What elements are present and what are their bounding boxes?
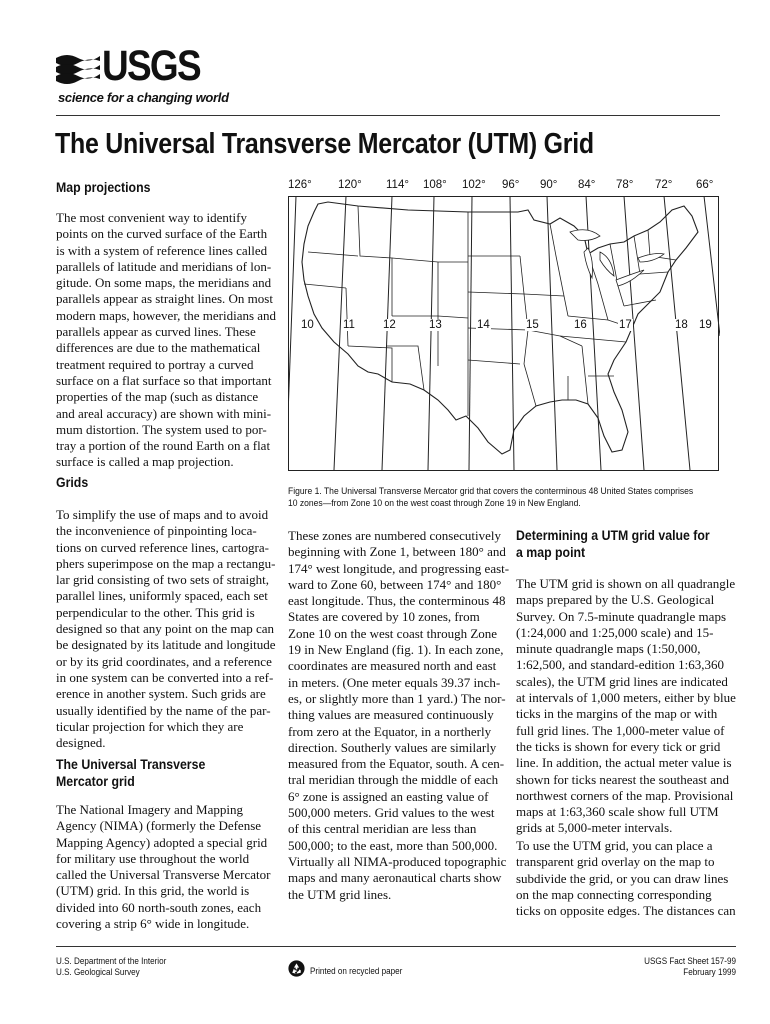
zone-label: 17 [619,319,632,331]
longitude-label: 114° [386,179,409,191]
text-line: parallels appear as curved lines. These [56,324,256,340]
text-line: maps and many aeronautical charts show [288,870,502,886]
longitude-label: 126° [288,179,312,191]
text-line: shown for ticks nearest the southeast and [516,771,730,787]
text-line: the ticks is shown for every tick or grid [516,738,721,754]
text-line: designed. [56,735,106,751]
page-title: The Universal Transverse Mercator (UTM) Grid [55,128,594,160]
heading-line: Determining a UTM grid value for [516,527,710,543]
footer-dept: U.S. Department of the Interior [56,956,167,966]
text-line: The UTM grid is shown on all quadrangle [516,576,736,591]
zone-label: 13 [429,319,442,331]
text-line: Zone 10 on the west coast through Zone [288,625,498,641]
caption-line: Figure 1. The Universal Transverse Mercator grid that covers the conterminous 48 United States comprises [288,486,694,497]
zone-label: 11 [343,319,355,331]
text-line: Agency (NIMA) (formerly the Defense [56,818,262,834]
zone-label: 12 [383,319,396,331]
paragraph-determining-2 [516,838,736,919]
paragraph-grids [56,507,284,751]
text-line: for military use throughout the world [56,850,250,866]
heading-grids: Grids [56,474,89,490]
text-line: mum distortion. The system used to por- [56,421,267,437]
text-line: measured from the Equator, south. A cen- [288,756,505,772]
zone-label: 10 [301,319,314,331]
text-line: divided into 60 north-south zones, each [56,899,262,915]
text-line: east longitude. Thus, the conterminous 48 [288,593,506,609]
text-line: ticular projection for which they are [56,718,244,734]
text-line: subdivide the grid, or you can draw lines [516,870,729,886]
zone-label: 16 [574,319,587,331]
text-line: Virtually all NIMA-produced topographic [288,854,507,869]
text-line: on the map connecting corresponding [516,886,712,902]
text-line: usually identified by the name of the par- [56,702,271,718]
text-line: line. In addition, the actual meter value is [516,755,732,771]
longitude-label: 102° [462,179,486,191]
text-line: full grid lines. The 1,000-meter value of [516,722,725,738]
longitude-label: 72° [655,179,673,191]
text-line: minute quadrangle maps (1:50,000, [516,641,701,657]
text-line: treatment required to portray a curved [56,356,254,372]
text-line: in meters. (One meter equals 39.37 inch- [288,674,501,690]
utm-zone-map [288,196,720,472]
text-line: The most convenient way to identify [56,210,247,225]
text-line: tions on curved reference lines, cartogra- [56,539,269,555]
text-line: grids at 5,000-meter intervals. [516,820,673,836]
text-line: maps at 1:63,360 scale show full UTM [516,804,719,820]
text-line: scales), the UTM grid lines are indicated [516,673,728,689]
footer-right [570,956,736,978]
text-line: (UTM) grid. In this grid, the world is [56,883,250,899]
text-line: designed so that any point on the map can [56,621,275,637]
text-line: es, or slightly more than 1 yard.) The nor- [288,690,506,706]
text-line: surface on a flat surface so that important [56,372,272,388]
paragraph-map-projections [56,210,284,471]
zone-label: 15 [526,319,539,331]
logo-wordmark: USGS [102,42,200,90]
text-line: 19 in New England (fig. 1). In each zone, [288,642,504,658]
text-line: maps prepared by the U.S. Geological [516,592,715,608]
caption-line: 10 zones—from Zone 10 on the west coast through Zone 19 in New England. [288,498,581,509]
text-line: perpendicular to the other. This grid is [56,604,255,620]
footer-recycled: Printed on recycled paper [310,966,403,976]
paragraph-utm-grid [56,802,284,932]
text-line: thing values are measured continuously [288,707,494,723]
text-line: differences are due to the mathematical [56,340,261,356]
text-line: covering a strip 6° wide in longitude. [56,916,250,932]
text-line: 500,000; to the east, more than 500,000. [288,837,498,853]
text-line: parallel lines, uniformly spaced, each set [56,588,268,604]
text-line: transparent grid overlay on the map to [516,854,715,870]
text-line: the UTM grid lines. [288,886,392,902]
longitude-label: 108° [423,179,447,191]
footer-date: February 1999 [683,967,736,977]
text-line: and areal accuracy) are shown with mini- [56,405,272,421]
zone-label: 18 [675,319,688,331]
longitude-label: 96° [502,179,520,191]
longitude-label: 120° [338,179,362,191]
paragraph-nima-maps [288,854,510,903]
text-line: direction. Southerly values are similarly [288,739,497,755]
longitude-label: 66° [696,179,714,191]
usgs-logo [56,42,256,116]
text-line: 174° west longitude, and progressing east- [288,560,510,576]
text-line: of this central meridian are less than [288,821,477,837]
longitude-label: 78° [616,179,634,191]
text-line: phers superimpose on the map a rectangu- [56,555,276,571]
footer-fact-sheet: USGS Fact Sheet 157-99 [644,956,736,966]
text-line: To simplify the use of maps and to avoid [56,507,269,522]
paragraph-determining-1 [516,576,736,837]
longitude-label: 84° [578,179,596,191]
zone-label: 14 [477,319,490,331]
text-line: coordinates are measured north and east [288,658,497,674]
text-line: tray a portion of the round Earth on a flat [56,438,271,454]
text-line: ticks on opposite edges. The distances can [516,903,736,919]
text-line: Survey. On 7.5-minute quadrangle maps [516,608,726,624]
text-line: ward to Zone 60, between 174° and 180° [288,576,502,592]
text-line: called the Universal Transverse Mercator [56,867,271,883]
text-line: 6° zone is assigned an easting value of [288,788,489,804]
text-line: tral meridian through the middle of each [288,772,499,788]
text-line: surface is called a map projection. [56,454,234,470]
zone-label: 19 [699,319,712,331]
heading-line: a map point [516,544,586,560]
text-line: erence in another system. Such grids are [56,686,266,702]
heading-line: Mercator grid [56,773,135,789]
text-line: at intervals of 1,000 meters, either by blue [516,690,736,706]
heading-utm-grid [56,756,226,790]
text-line: lar grid consisting of two sets of straight, [56,572,270,588]
text-line: These zones are numbered consecutively [288,528,501,543]
text-line: or by its grid coordinates, and a reference [56,653,272,669]
usgs-wave-logo-icon [56,50,100,86]
text-line: in one system can be converted into a ref- [56,669,274,685]
text-line: States are covered by 10 zones, from [288,609,480,625]
text-line: the inconvenience of pinpointing loca- [56,523,257,539]
heading-line: The Universal Transverse [56,756,206,772]
logo-tagline: science for a changing world [58,90,229,105]
longitude-label: 90° [540,179,558,191]
text-line: ticks in the margins of the map or with [516,706,718,722]
footer-left [56,956,179,978]
text-line: The National Imagery and Mapping [56,802,243,817]
text-line: Mapping Agency) adopted a special grid [56,834,268,850]
text-line: To use the UTM grid, you can place a [516,838,713,853]
text-line: be designated by its latitude and longitude [56,637,276,653]
heading-determining-utm [516,527,736,561]
text-line: parallels appear as straight lines. On most [56,291,273,307]
heading-map-projections: Map projections [56,179,151,195]
footer-divider [56,946,736,947]
header-divider [56,115,720,116]
us-map-drawing [288,196,720,472]
recycle-icon [288,960,305,977]
text-line: gitude. On some maps, the meridians and [56,275,272,291]
text-line: from zero at the Equator, in a northerly [288,723,492,739]
text-line: 500,000 meters. Grid values to the west [288,805,495,821]
text-line: parallels of latitude and meridians of lon- [56,258,272,274]
figure-caption [288,486,720,510]
text-line: (1:24,000 and 1:25,000 scale) and 15- [516,624,714,640]
text-line: modern maps, however, the meridians and [56,307,277,323]
paragraph-zones [288,528,510,854]
text-line: is with a system of reference lines called [56,242,268,258]
text-line: points on the curved surface of the Earth [56,226,268,242]
text-line: properties of the map (such as distance [56,389,259,405]
text-line: northwest corners of the map. Provisional [516,787,734,803]
footer-agency: U.S. Geological Survey [56,967,140,977]
text-line: 1:62,500, and standard-edition 1:63,360 [516,657,724,673]
text-line: beginning with Zone 1, between 180° and [288,544,506,560]
